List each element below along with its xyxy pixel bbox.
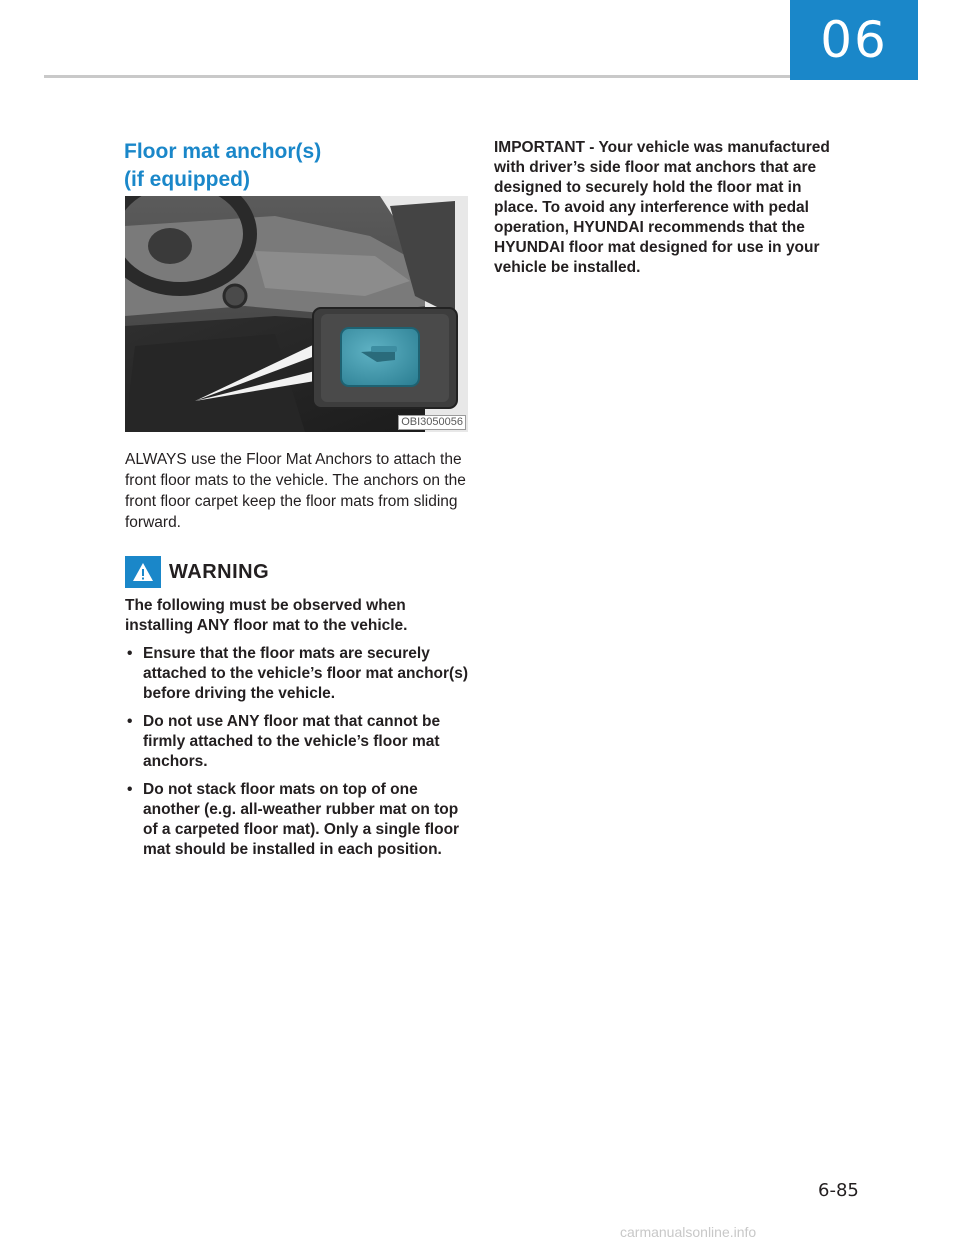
warning-icon xyxy=(125,556,161,588)
header-rule xyxy=(44,75,790,78)
warning-list-item xyxy=(125,644,471,704)
floor-mat-anchor-figure xyxy=(125,196,468,432)
warning-list-item xyxy=(125,780,471,860)
body-paragraph: ALWAYS use the Floor Mat Anchors to attach the front floor mats to the vehicle. The anchors on the front floor carpet keep the floor mats from sliding forward. xyxy=(125,451,466,531)
warning-list-item xyxy=(125,712,471,772)
warning-triangle-icon xyxy=(131,561,155,583)
figure-code: OBI3050056 xyxy=(398,415,466,430)
page-number: 6-85 xyxy=(818,1180,859,1201)
bullet: • xyxy=(127,713,133,730)
chapter-number: 06 xyxy=(820,11,888,69)
warning-item-text: Do not stack floor mats on top of one another (e.g. all-weather rubber mat on top of a carpeted floor mat). Only a single floor mat should be installed in each position. xyxy=(143,781,460,858)
section-title xyxy=(124,138,321,194)
watermark: carmanualsonline.info xyxy=(620,1224,757,1240)
bullet: • xyxy=(127,781,133,798)
chapter-tab xyxy=(790,0,918,80)
warning-label: WARNING xyxy=(169,560,270,583)
important-note: IMPORTANT - Your vehicle was manufactured with driver’s side floor mat anchors that are designed to securely hold the floor mat in place. To avoid any interference with pedal operation, HYUNDAI recommends that the HYUNDAI floor mat designed for use in your vehicle be installed. xyxy=(494,139,830,276)
bullet: • xyxy=(127,645,133,662)
warning-heading xyxy=(125,556,269,588)
car-interior-illustration xyxy=(125,196,468,432)
section-title-line2: (if equipped) xyxy=(124,168,250,191)
warning-list xyxy=(125,644,471,860)
warning-body xyxy=(125,596,471,860)
section-title-line1: Floor mat anchor(s) xyxy=(124,140,322,163)
warning-item-text: Do not use ANY floor mat that cannot be firmly attached to the vehicle’s floor mat anchors. xyxy=(143,713,441,770)
warning-intro: The following must be observed when installing ANY floor mat to the vehicle. xyxy=(125,597,408,634)
warning-item-text: Ensure that the floor mats are securely attached to the vehicle’s floor mat anchor(s) before driving the vehicle. xyxy=(143,645,468,702)
